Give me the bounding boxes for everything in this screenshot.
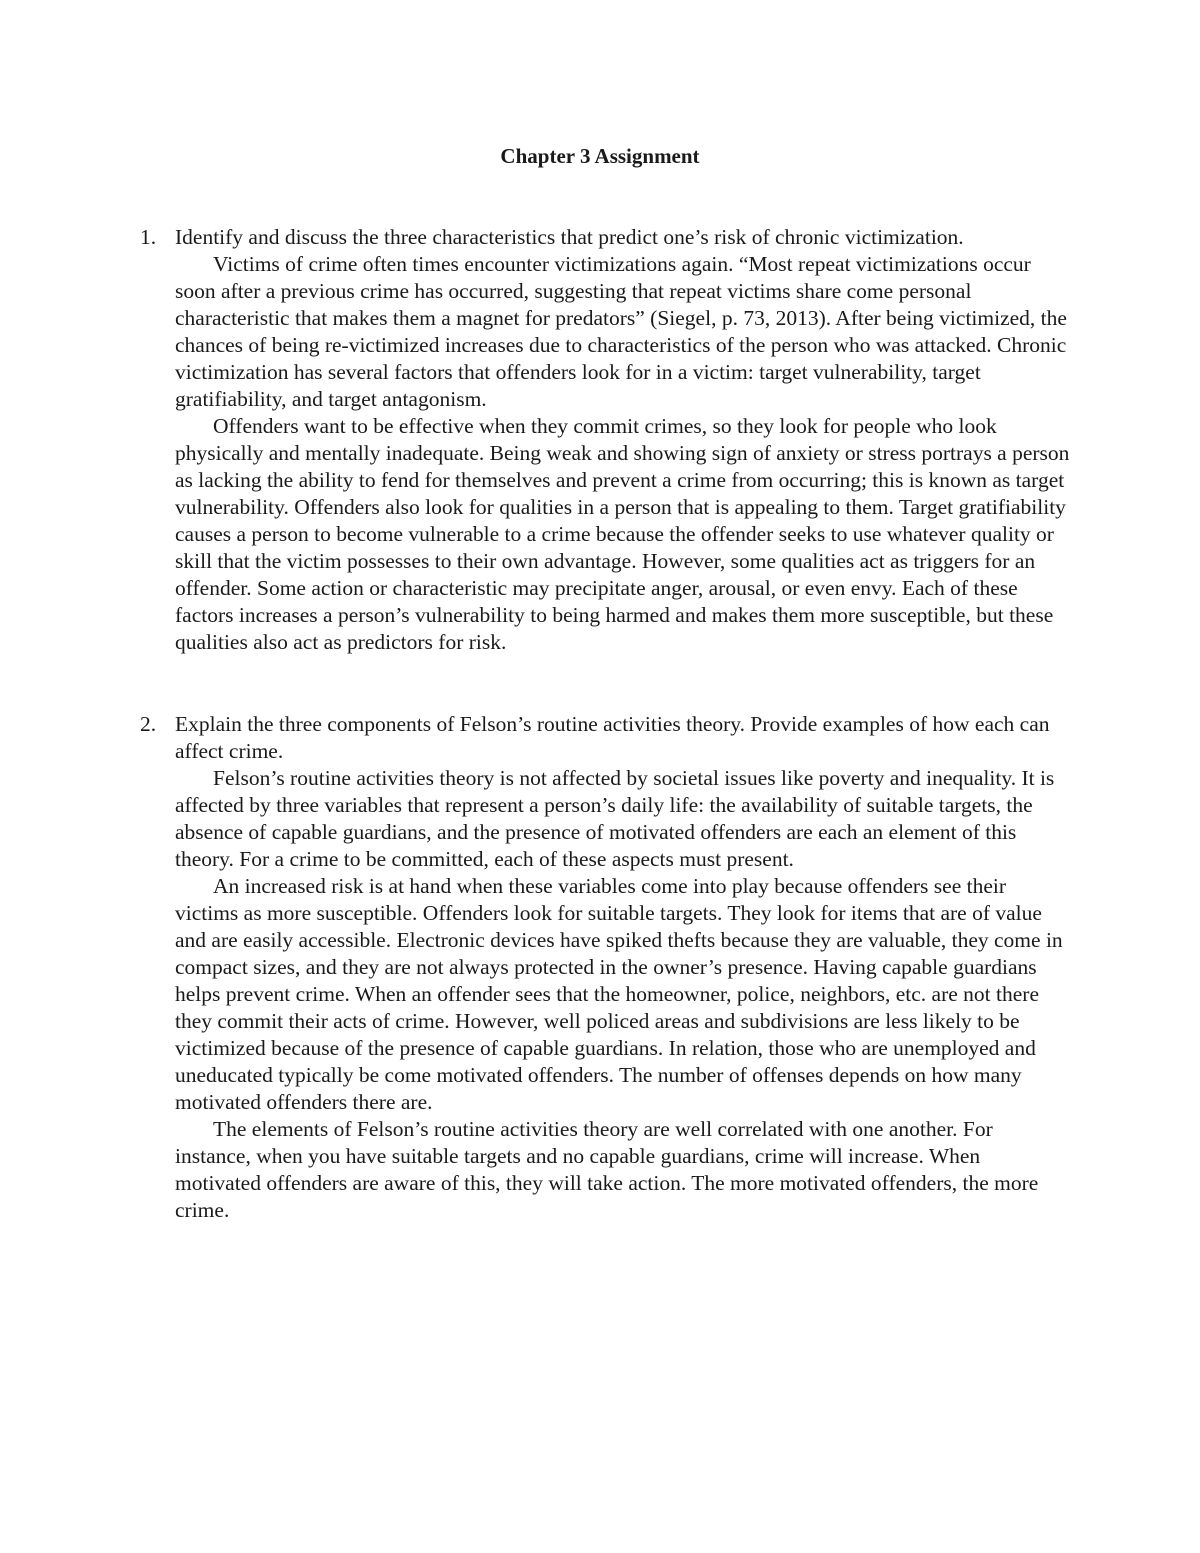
question-2	[140, 711, 1070, 1224]
question-body	[175, 224, 1070, 656]
answer-paragraph: The elements of Felson’s routine activities theory are well correlated with one another. For instance, when you have suitable targets and no capable guardians, crime will increase. When motivated offenders are aware of this, they will take action. The more motivated offenders, the more crime.	[175, 1117, 1039, 1222]
question-body	[175, 711, 1070, 1224]
question-prompt: Identify and discuss the three characteristics that predict one’s risk of chronic victimization.	[175, 225, 964, 249]
question-prompt: Explain the three components of Felson’s routine activities theory. Provide examples of how each can affect crime.	[175, 712, 1050, 763]
answer-paragraph: Victims of crime often times encounter victimizations again. “Most repeat victimizations occur soon after a previous crime has occurred, suggesting that repeat victims share come personal characteristic that makes them a magnet for predators” (Siegel, p. 73, 2013). After being victimized, the chances of being re-victimized increases due to characteristics of the person who was attacked. Chronic victimization has several factors that offenders look for in a victim: target vulnerability, target gratifiability, and target antagonism.	[175, 252, 1067, 411]
answer-paragraph: An increased risk is at hand when these variables come into play because offenders see their victims as more susceptible. Offenders look for suitable targets. They look for items that are of value and are easily accessible. Electronic devices have spiked thefts because they are valuable, they come in compact sizes, and they are not always protected in the owner’s presence. Having capable guardians helps prevent crime. When an offender sees that the homeowner, police, neighbors, etc. are not there they commit their acts of crime. However, well policed areas and subdivisions are less likely to be victimized because of the presence of capable guardians. In relation, those who are unemployed and uneducated typically be come motivated offenders. The number of offenses depends on how many motivated offenders there are.	[175, 874, 1063, 1114]
question-1	[140, 224, 1070, 656]
document-title: Chapter 3 Assignment	[500, 144, 700, 168]
question-number: 2.	[140, 712, 157, 736]
question-number: 1.	[140, 225, 157, 249]
answer-paragraph: Felson’s routine activities theory is not affected by societal issues like poverty and inequality. It is affected by three variables that represent a person’s daily life: the availability of suitable targets, the absence of capable guardians, and the presence of motivated offenders are each an element of this theory. For a crime to be committed, each of these aspects must present.	[175, 766, 1055, 871]
answer-paragraph: Offenders want to be effective when they commit crimes, so they look for people who look physically and mentally inadequate. Being weak and showing sign of anxiety or stress portrays a person as lacking the ability to fend for themselves and prevent a crime from occurring; this is known as target vulnerability. Offenders also look for qualities in a person that is appealing to them. Target gratifiability causes a person to become vulnerable to a crime because the offender seeks to use whatever quality or skill that the victim possesses to their own advantage. However, some qualities act as triggers for an offender. Some action or characteristic may precipitate anger, arousal, or even envy. Each of these factors increases a person’s vulnerability to being harmed and makes them more susceptible, but these qualities also act as predictors for risk.	[175, 414, 1070, 654]
